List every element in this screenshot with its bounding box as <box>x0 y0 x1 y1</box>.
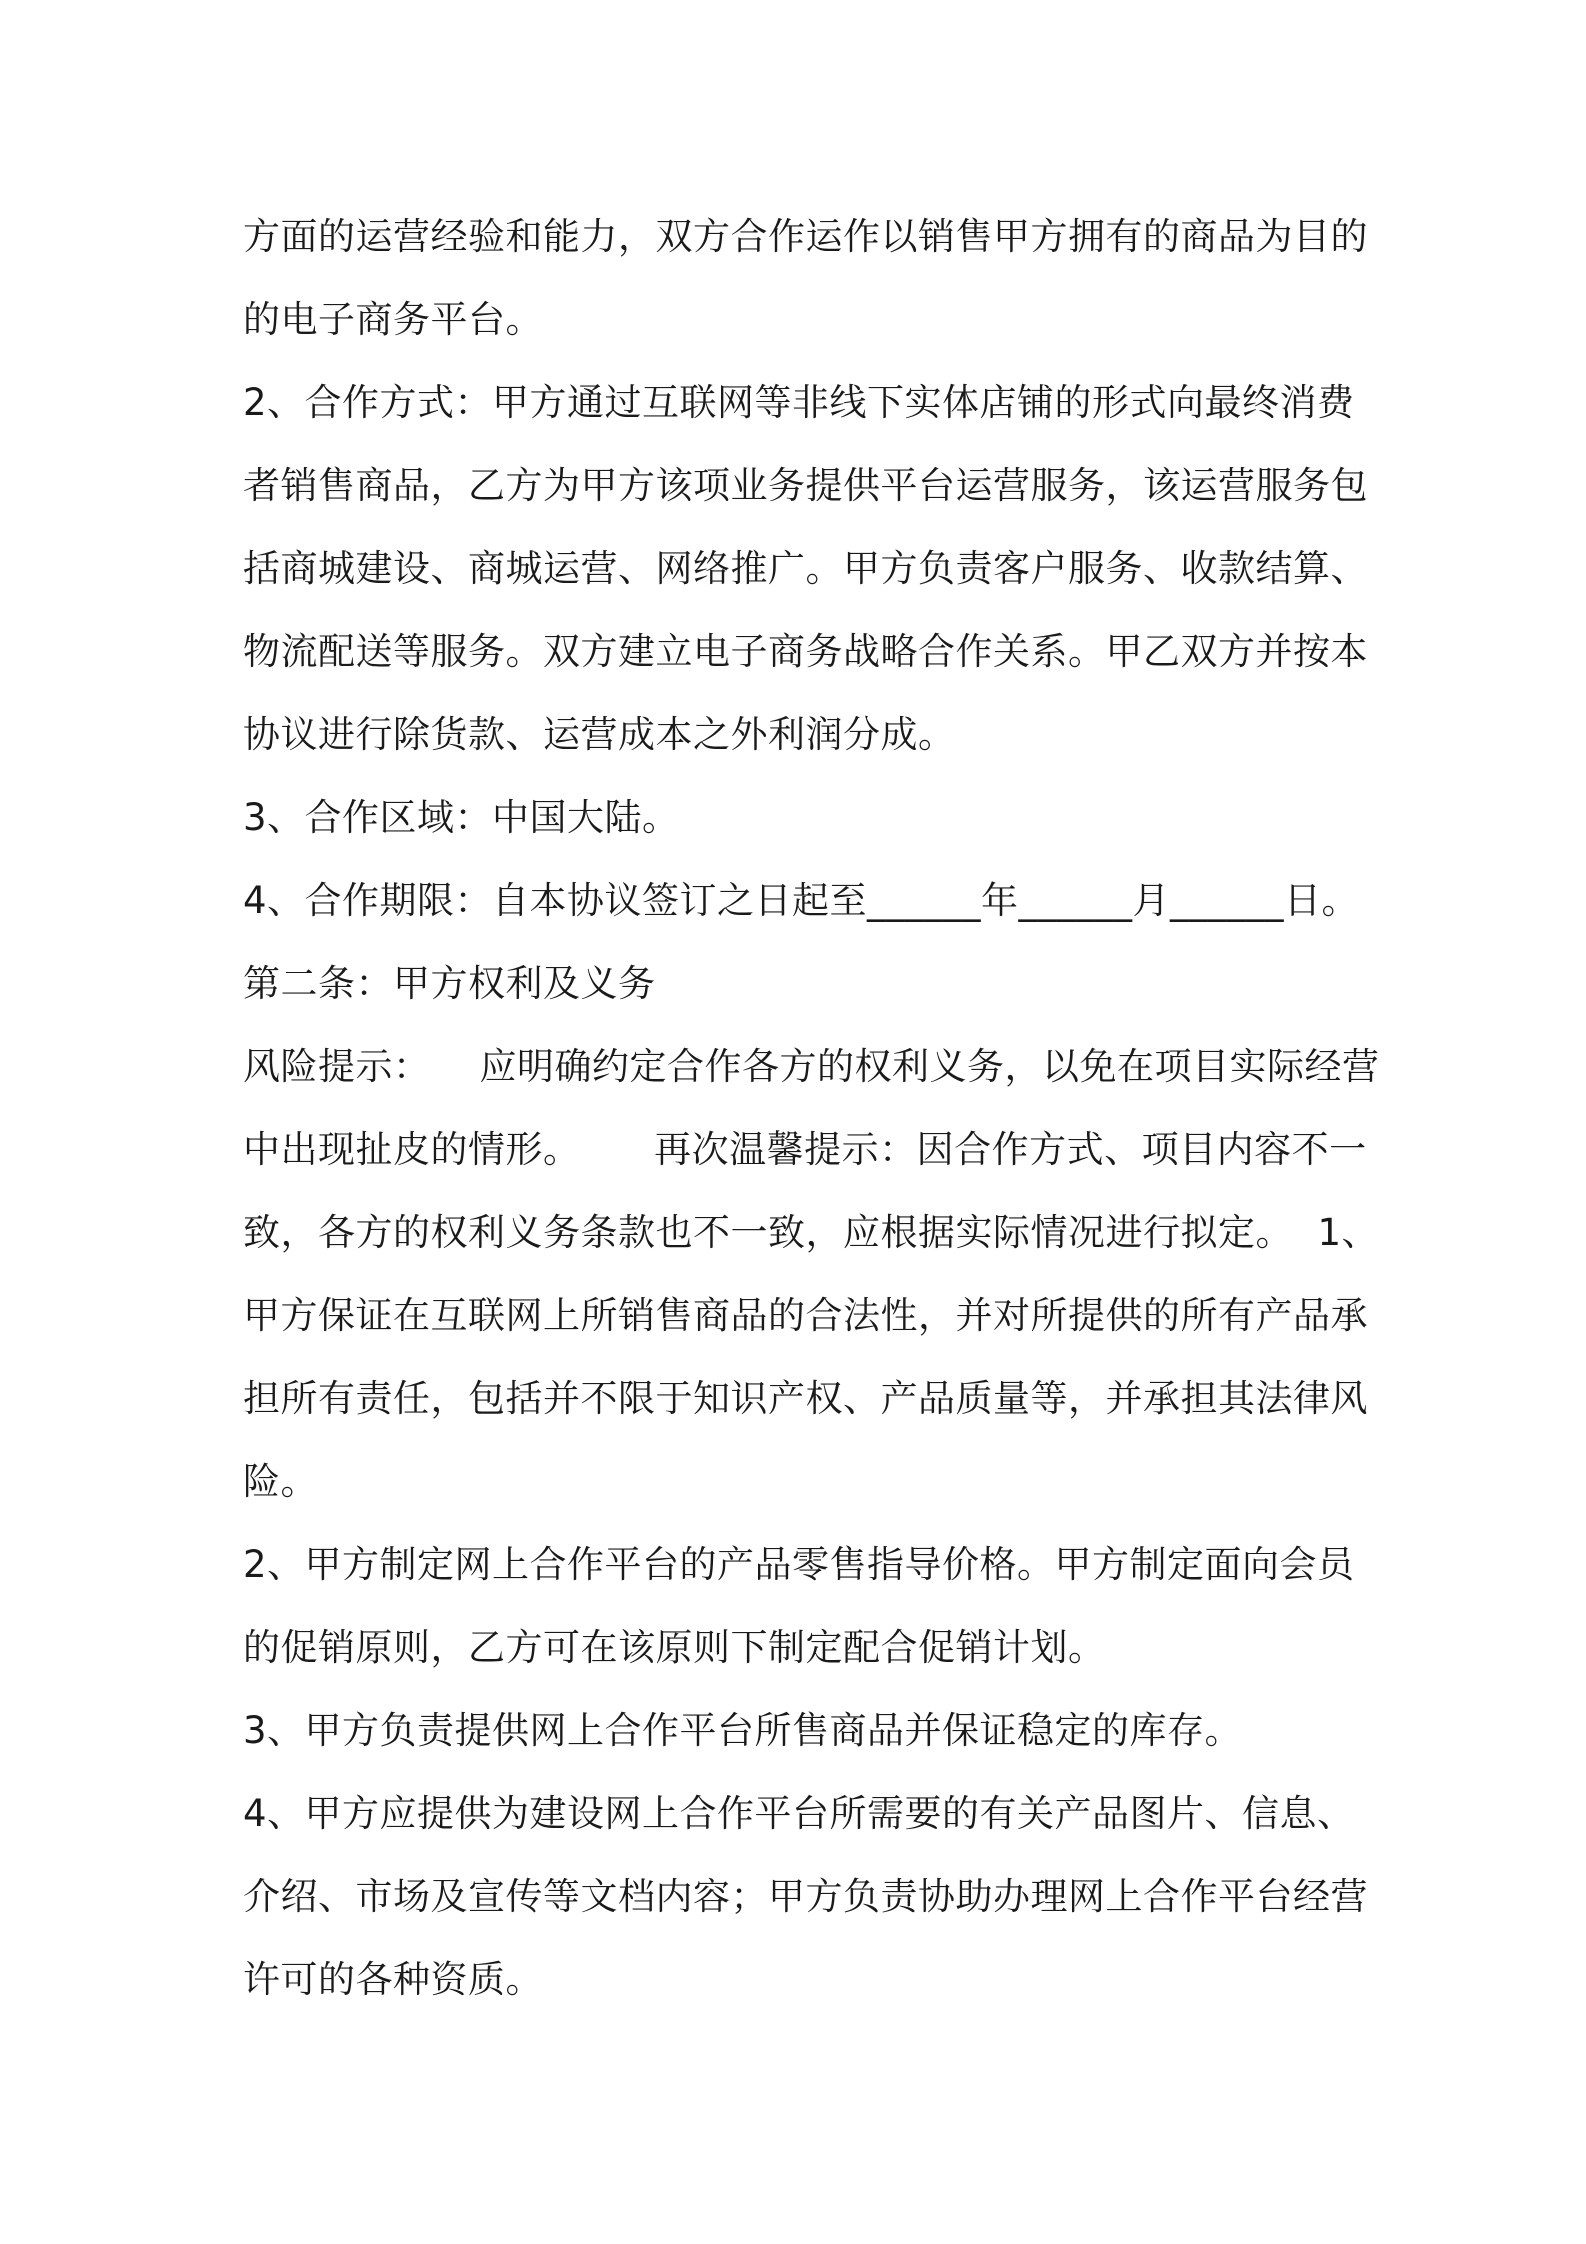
text-line: 风险提示： 应明确约定合作各方的权利义务，以免在项目实际经营 <box>243 1045 1380 1088</box>
text-line: 介绍、市场及宣传等文档内容；甲方负责协助办理网上合作平台经营 <box>243 1875 1368 1918</box>
document-body <box>243 195 1380 2021</box>
text-line: 中出现扯皮的情形。 再次温馨提示：因合作方式、项目内容不一 <box>243 1128 1367 1171</box>
text-line: 括商城建设、商城运营、网络推广。甲方负责客户服务、收款结算、 <box>243 547 1368 590</box>
text-line: 4、甲方应提供为建设网上合作平台所需要的有关产品图片、信息、 <box>243 1792 1355 1835</box>
text-line: 的电子商务平台。 <box>243 298 543 341</box>
section-heading: 第二条：甲方权利及义务 <box>243 962 656 1005</box>
text-line: 甲方保证在互联网上所销售商品的合法性，并对所提供的所有产品承 <box>243 1294 1368 1337</box>
text-line: 者销售商品，乙方为甲方该项业务提供平台运营服务，该运营服务包 <box>243 464 1368 507</box>
text-line: 方面的运营经验和能力，双方合作运作以销售甲方拥有的商品为目的 <box>243 215 1368 258</box>
text-line: 协议进行除货款、运营成本之外利润分成。 <box>243 713 956 756</box>
text-line: 的促销原则，乙方可在该原则下制定配合促销计划。 <box>243 1626 1106 1669</box>
text-line: 担所有责任，包括并不限于知识产权、产品质量等，并承担其法律风 <box>243 1377 1368 1420</box>
text-line: 3、合作区域：中国大陆。 <box>243 796 680 839</box>
text-line: 许可的各种资质。 <box>243 1958 543 2001</box>
text-line: 3、甲方负责提供网上合作平台所售商品并保证稳定的库存。 <box>243 1709 1243 1752</box>
text-line: 致，各方的权利义务条款也不一致，应根据实际情况进行拟定。 1、 <box>243 1211 1380 1254</box>
text-line: 4、合作期限：自本协议签订之日起至______年______月______日。 <box>243 879 1360 922</box>
text-line: 物流配送等服务。双方建立电子商务战略合作关系。甲乙双方并按本 <box>243 630 1368 673</box>
text-line: 险。 <box>243 1460 318 1503</box>
text-line: 2、合作方式：甲方通过互联网等非线下实体店铺的形式向最终消费 <box>243 381 1355 424</box>
text-line: 2、甲方制定网上合作平台的产品零售指导价格。甲方制定面向会员 <box>243 1543 1355 1586</box>
